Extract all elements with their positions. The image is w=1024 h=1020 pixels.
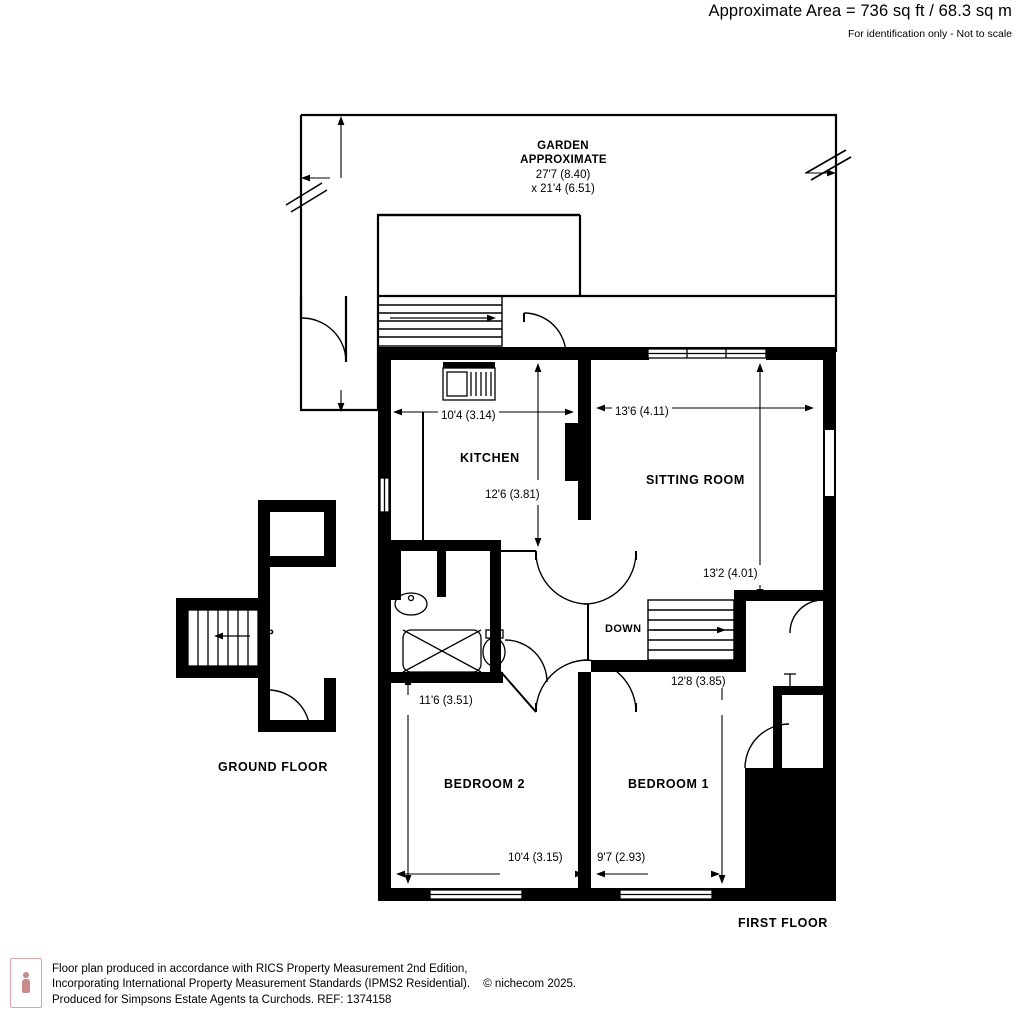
- dim-bedroom2-depth: 11'6 (3.51): [416, 695, 476, 707]
- garden-dim-line1: 27'7 (8.40): [535, 169, 591, 181]
- accessibility-logo: [10, 958, 42, 1008]
- footer-line-3: Produced for Simpsons Estate Agents ta Curchods. REF: 1374158: [52, 993, 392, 1006]
- dim-kitchen-width: 10'4 (3.14): [438, 410, 499, 422]
- stairs-down-label: DOWN: [605, 623, 642, 635]
- dim-bedroom1-width: 9'7 (2.93): [594, 852, 648, 864]
- room-label-bedroom-1: BEDROOM 1: [628, 777, 710, 791]
- footer-line-2-wrapper: [52, 977, 576, 993]
- stairs-up-label: UP: [258, 628, 275, 640]
- approximate-area-text: Approximate Area = 736 sq ft / 68.3 sq m: [708, 2, 1012, 20]
- dim-sitting-width: 13'6 (4.11): [612, 406, 672, 418]
- identification-note: For identification only - Not to scale: [848, 28, 1012, 40]
- first-floor-label: FIRST FLOOR: [738, 916, 828, 930]
- footer-line-2: Incorporating International Property Measurement Standards (IPMS2 Residential).: [52, 978, 471, 990]
- dim-kitchen-depth: 12'6 (3.81): [482, 489, 543, 501]
- dim-bedroom2-width: 10'4 (3.15): [505, 852, 566, 864]
- footer-disclaimer: [52, 962, 576, 1009]
- room-label-bedroom-2: BEDROOM 2: [444, 777, 526, 791]
- dim-bedroom1-depth: 12'8 (3.85): [668, 676, 729, 688]
- garden-dim-line2: x 21'4 (6.51): [531, 183, 595, 195]
- room-label-sitting-room: SITTING ROOM: [646, 473, 745, 487]
- dim-sitting-depth: 13'2 (4.01): [700, 568, 761, 580]
- footer-copyright: © nichecom 2025.: [483, 978, 577, 990]
- garden-title-line1: GARDEN: [537, 140, 589, 152]
- footer-line-1: Floor plan produced in accordance with RICS Property Measurement 2nd Edition,: [52, 962, 468, 975]
- garden-title-line2: APPROXIMATE: [520, 154, 607, 166]
- ground-floor-label: GROUND FLOOR: [218, 760, 328, 774]
- room-label-kitchen: KITCHEN: [460, 451, 520, 465]
